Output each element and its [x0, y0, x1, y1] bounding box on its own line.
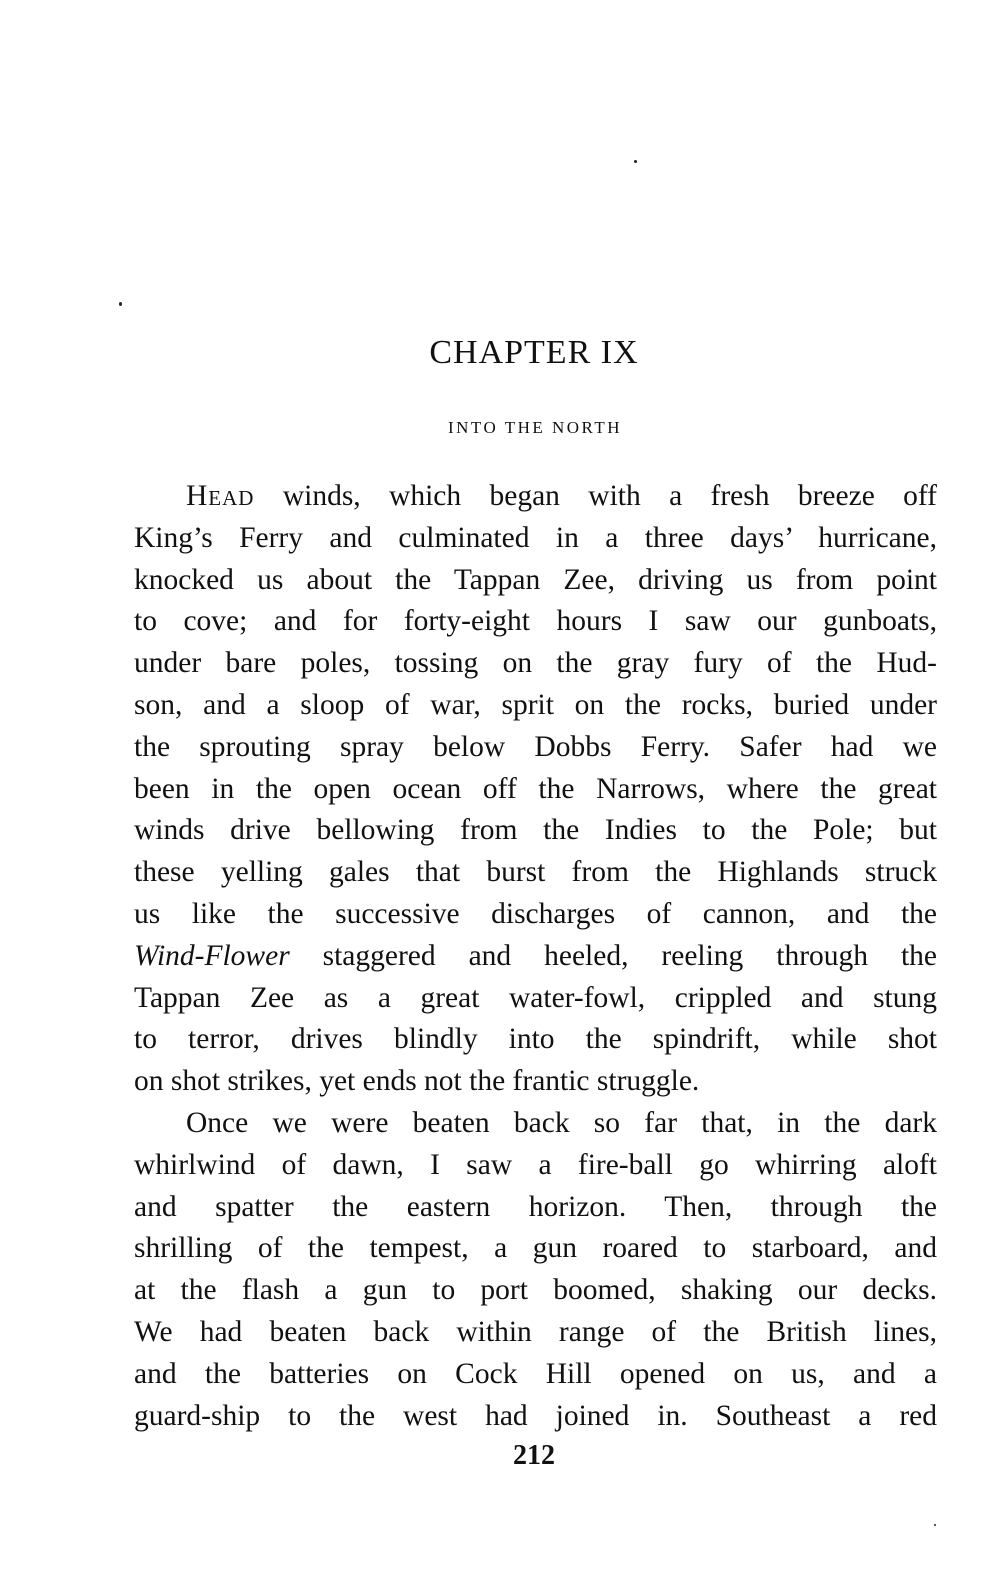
ink-speck — [634, 160, 637, 163]
text-line: to terror, drives blindly into the spindrift, while shot — [134, 1023, 937, 1056]
text-line: son, and a sloop of war, sprit on the rocks, buried under — [134, 688, 937, 721]
text-line: Once we were beaten back so far that, in the dark — [186, 1106, 937, 1139]
text-line: and spatter the eastern horizon. Then, through the — [134, 1190, 937, 1223]
text-line: the sprouting spray below Dobbs Ferry. Safer had we — [134, 730, 937, 763]
text-line: these yelling gales that burst from the Highlands struck — [134, 856, 937, 889]
lead-word: Head — [186, 480, 255, 512]
text-line: on shot strikes, yet ends not the frantic struggle. — [134, 1065, 700, 1098]
ink-speck — [934, 1524, 936, 1526]
ship-name: Wind-Flower — [134, 939, 290, 972]
chapter-subtitle: INTO THE NORTH — [447, 418, 623, 437]
text-line: whirlwind of dawn, I saw a fire-ball go whirring aloft — [134, 1148, 937, 1181]
text-line: and the batteries on Cock Hill opened on us, and a — [134, 1357, 937, 1390]
text-line: been in the open ocean off the Narrows, where the great — [134, 772, 937, 805]
text-line: Tappan Zee as a great water-fowl, crippled and stung — [134, 981, 937, 1014]
text-line: us like the successive discharges of cannon, and the — [134, 897, 937, 930]
body-text — [134, 476, 937, 1437]
text-line: King’s Ferry and culminated in a three days’ hurricane, — [134, 521, 937, 554]
text-line: We had beaten back within range of the British lines, — [134, 1315, 937, 1348]
text-line: winds drive bellowing from the Indies to the Pole; but — [134, 814, 937, 847]
text-line: knocked us about the Tappan Zee, driving us from point — [134, 563, 937, 596]
text-line: to cove; and for forty-eight hours I saw our gunboats, — [134, 605, 937, 638]
text-line: Head winds, which began with a fresh breeze off — [186, 480, 937, 512]
chapter-heading: CHAPTER IX — [429, 334, 639, 371]
text-line: under bare poles, tossing on the gray fury of the Hud- — [134, 647, 937, 680]
text-line: at the flash a gun to port boomed, shaking our decks. — [134, 1274, 937, 1307]
text-line: shrilling of the tempest, a gun roared to starboard, and — [134, 1232, 937, 1265]
page-number: 212 — [513, 1440, 555, 1471]
text-line: guard-ship to the west had joined in. Southeast a red — [134, 1399, 937, 1432]
ink-speck — [119, 302, 122, 306]
text-line: Wind-Flower staggered and heeled, reeling through the — [134, 939, 937, 972]
